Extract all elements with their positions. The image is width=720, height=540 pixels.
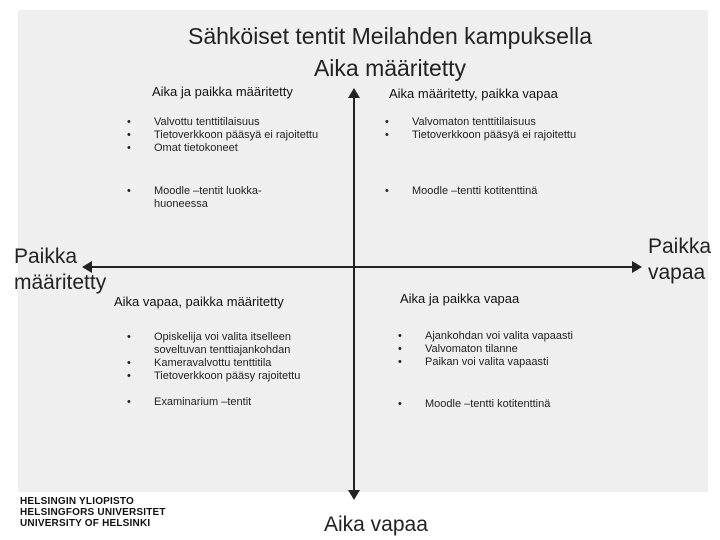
bullet-icon: • [398, 343, 402, 355]
list-item: • Moodle –tentti kotitenttinä [385, 185, 538, 197]
list-item: • Tietoverkkoon pääsyä ei rajoitettu [127, 129, 319, 141]
logo-line: UNIVERSITY OF HELSINKI [20, 518, 151, 529]
quadrant-list-bottom-right [398, 330, 618, 411]
vertical-axis [353, 95, 355, 492]
bullet-icon: • [127, 370, 131, 382]
quadrant-heading-top-right: Aika määritetty, paikka vapaa [389, 86, 558, 101]
list-item: • Examinarium –tentit [127, 396, 252, 408]
bullet-icon: • [385, 185, 389, 197]
list-item: • Omat tietokoneet [127, 142, 238, 154]
bullet-icon: • [398, 398, 402, 410]
arrow-up-icon [348, 88, 360, 98]
list-item: • Valvomaton tilanne [398, 343, 518, 355]
logo-line: HELSINGIN YLIOPISTO [20, 496, 135, 507]
university-logo [20, 496, 166, 529]
list-item: • Valvottu tenttitilaisuus [127, 116, 260, 128]
bullet-icon: • [398, 330, 402, 342]
slide-title: Sähköiset tentit Meilahden kampuksella [187, 23, 592, 49]
bullet-icon: • [127, 142, 131, 154]
list-item: • Valvomaton tenttitilaisuus [385, 116, 536, 128]
arrow-down-icon [348, 490, 360, 500]
axis-label-right: Paikka vapaa [648, 235, 712, 284]
horizontal-axis [88, 266, 634, 268]
bullet-icon: • [398, 356, 402, 368]
axis-label-bottom: Aika vapaa [324, 513, 428, 536]
list-item: • Tietoverkkoon pääsyä ei rajoitettu [385, 129, 577, 141]
logo-line: HELSINGFORS UNIVERSITET [20, 507, 166, 518]
list-item: • Tietoverkkoon pääsy rajoitettu [127, 370, 301, 382]
quadrant-heading-bottom-left: Aika vapaa, paikka määritetty [114, 294, 284, 309]
list-item: • Kameravalvottu tenttitila [127, 357, 272, 369]
quadrant-heading-top-left: Aika ja paikka määritetty [152, 84, 293, 99]
bullet-icon: • [127, 331, 131, 343]
quadrant-list-top-left [127, 116, 347, 211]
list-item: • Moodle –tentit luokka-huoneessa [127, 185, 262, 210]
axis-label-left: Paikka määritetty [14, 245, 107, 294]
list-item: • Opiskelija voi valita itselleen soveltuvan tenttiajankohdan [127, 331, 291, 356]
quadrant-list-bottom-left [127, 331, 327, 409]
bullet-icon: • [127, 129, 131, 141]
bullet-icon: • [127, 116, 131, 128]
list-item: • Paikan voi valita vapaasti [398, 356, 549, 368]
bullet-icon: • [385, 129, 389, 141]
quadrant-heading-bottom-right: Aika ja paikka vapaa [400, 291, 520, 306]
slide-subtitle-top-axis: Aika määritetty [313, 55, 467, 81]
bullet-icon: • [127, 185, 131, 197]
list-item: • Ajankohdan voi valita vapaasti [398, 330, 573, 342]
bullet-icon: • [127, 396, 131, 408]
arrow-right-icon [632, 261, 642, 273]
bullet-icon: • [385, 116, 389, 128]
bullet-icon: • [127, 357, 131, 369]
list-item: • Moodle –tentti kotitenttinä [398, 398, 551, 410]
quadrant-list-top-right [385, 116, 625, 198]
